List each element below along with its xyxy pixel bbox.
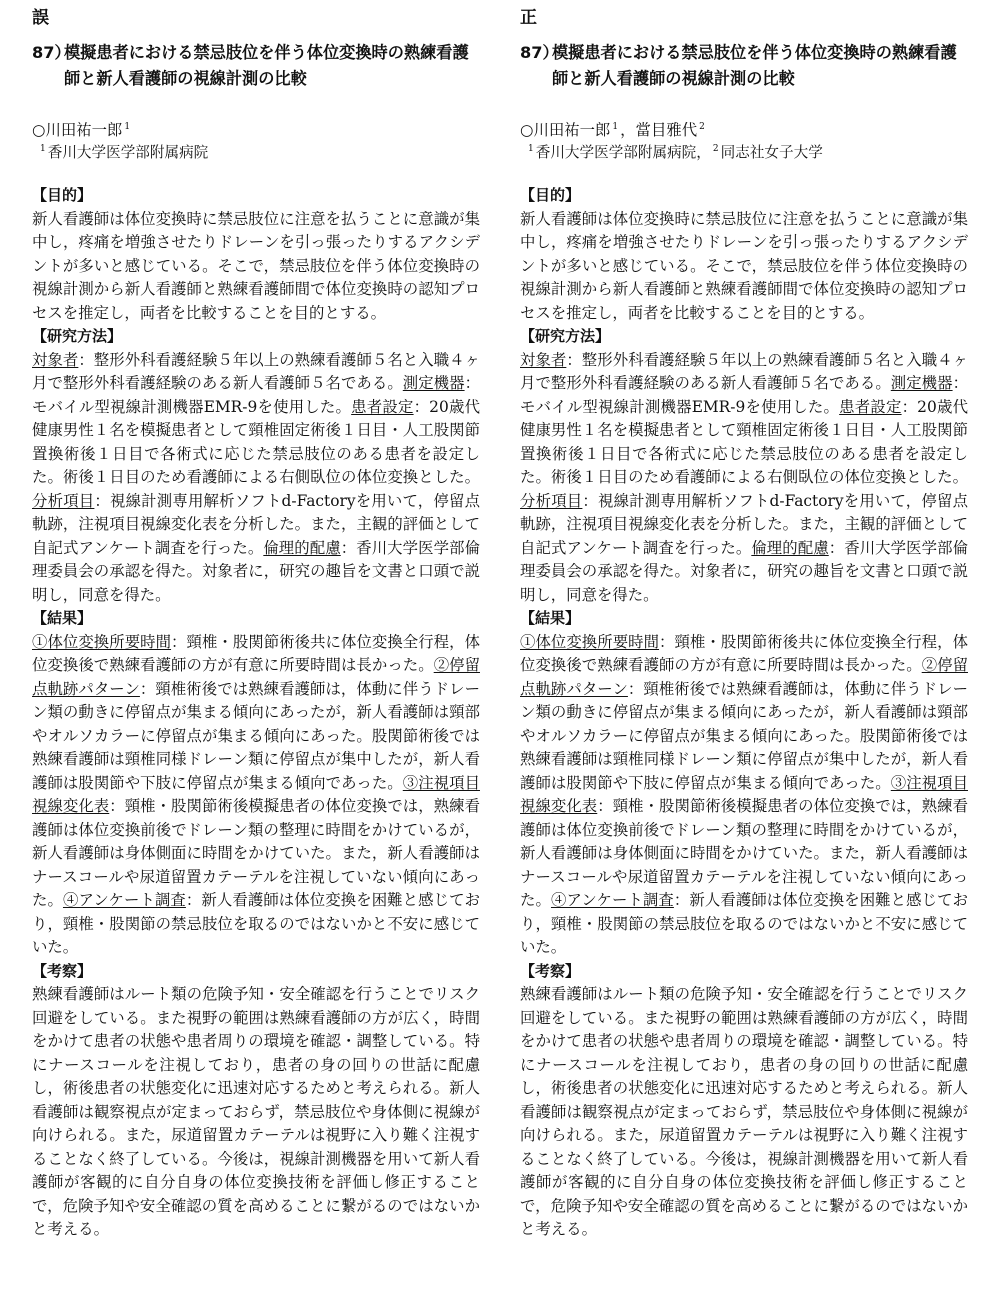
- discussion-heading: 【考察】: [520, 961, 581, 980]
- subjects-label: 対象者: [520, 350, 567, 369]
- results-heading: 【結果】: [32, 609, 93, 627]
- device-label: 測定機器: [890, 374, 953, 392]
- patient-label: 患者設定: [839, 397, 902, 416]
- result-4-text: ：新人看護師は体位変換を困難と感じており，頸椎・股関節の禁忌肢位を取るのではないかと不安に感じていた。: [32, 891, 480, 956]
- device-label: 測定機器: [402, 374, 465, 392]
- affiliations: [520, 138, 968, 168]
- analysis-label: 分析項目: [32, 491, 95, 510]
- affiliation-sup: 2: [712, 144, 719, 154]
- column-label: 正: [520, 8, 537, 28]
- result-2-text: ：頸椎術後では熟練看護師は，体動に伴うドレーン類の動きに停留点が集まる傾向にあったが，新人看護師は頸部やオルソカラーに停留点が集まる傾向にあった。股関節術後では熟練看護師は頸椎同様ドレーン類に停留点が集中したが，新人看護師は股関節や下肢に停留点が集まる傾向であった。: [520, 679, 968, 792]
- analysis-text: ：視線計測専用解析ソフトd-Factoryを用いて，停留点軌跡，注視項目視線変化表を分析した。また，主観的評価として自記式アンケート調査を行った。: [520, 491, 968, 557]
- methods-text: [32, 349, 480, 608]
- subjects-label: 対象者: [32, 350, 79, 369]
- author-sup: 1: [612, 122, 619, 132]
- ethics-label: 倫理的配慮: [263, 538, 341, 557]
- analysis-label: 分析項目: [520, 491, 583, 510]
- title-number: 87）: [520, 43, 559, 62]
- title-number: 87）: [32, 43, 71, 62]
- author-sup: 2: [699, 122, 705, 132]
- purpose-heading: 【目的】: [520, 186, 581, 204]
- abstract-title: [520, 40, 968, 92]
- result-2-label: ②停留点軌跡パターン: [520, 656, 968, 698]
- results-heading: 【結果】: [520, 609, 581, 627]
- author-prefix: ○: [32, 121, 46, 139]
- patient-text: ：20歳代健康男性１名を模擬患者として頸椎固定術後１日目・人工股関節置換術後１日目で各術式に応じた禁忌肢位のある患者を設定した。術後１日目のため看護師による右側臥位の体位変換とした。: [32, 397, 480, 486]
- result-2-text: ：頸椎術後では熟練看護師は，体動に伴うドレーン類の動きに停留点が集まる傾向にあったが，新人看護師は頸部やオルソカラーに停留点が集まる傾向にあった。股関節術後では熟練看護師は頸椎同様ドレーン類に停留点が集中したが，新人看護師は股関節や下肢に停留点が集まる傾向であった。: [32, 679, 480, 792]
- results-text: [520, 631, 968, 960]
- purpose-heading: 【目的】: [32, 186, 93, 204]
- abstract-body: [32, 184, 480, 1242]
- ethics-label: 倫理的配慮: [751, 538, 829, 557]
- discussion-heading: 【考察】: [32, 961, 93, 980]
- patient-label: 患者設定: [351, 397, 414, 416]
- affiliations: [32, 138, 480, 168]
- results-text: [32, 631, 480, 960]
- result-4-text: ：新人看護師は体位変換を困難と感じており，頸椎・股関節の禁忌肢位を取るのではないかと不安に感じていた。: [520, 891, 968, 956]
- ethics-text: ：香川大学医学部倫理委員会の承認を得た。対象者に，研究の趣旨を文書と口頭で説明し，同意を得た。: [520, 538, 968, 604]
- result-2-label: ②停留点軌跡パターン: [32, 656, 480, 698]
- ethics-text: ：香川大学医学部倫理委員会の承認を得た。対象者に，研究の趣旨を文書と口頭で説明し，同意を得た。: [32, 538, 480, 604]
- affiliation-name: 香川大学医学部附属病院: [535, 144, 697, 161]
- result-4-label: ④アンケート調査: [62, 891, 186, 909]
- affiliation-sup: 1: [528, 144, 534, 154]
- methods-heading: 【研究方法】: [32, 327, 123, 345]
- purpose-text: 新人看護師は体位変換時に禁忌肢位に注意を払うことに意識が集中し，疼痛を増強させたりドレーンを引っ張ったりするアクシデントが多いと感じている。そこで，禁忌肢位を伴う体位変換時の視線計測から新人看護師と熟練看護師間で体位変換時の認知プロセスを推定し，両者を比較することを目的とする。: [520, 209, 968, 322]
- result-1-label: ①体位変換所要時間: [520, 632, 660, 651]
- author-name: 當目雅代: [635, 121, 698, 139]
- authors: [520, 116, 968, 138]
- affiliation-separator: ，: [696, 144, 711, 161]
- title-text: 模擬患者における禁忌肢位を伴う体位変換時の熟練看護師と新人看護師の視線計測の比較: [64, 43, 469, 88]
- result-3-text: ：頸椎・股関節術後模擬患者の体位変換では，熟練看護師は体位変換前後でドレーン類の整理に時間をかけているが，新人看護師は身体側面に時間をかけていた。また，新人看護師はナースコールや尿道留置カテーテルを注視していない傾向にあった。: [520, 797, 968, 909]
- patient-text: ：20歳代健康男性１名を模擬患者として頸椎固定術後１日目・人工股関節置換術後１日目で各術式に応じた禁忌肢位のある患者を設定した。術後１日目のため看護師による右側臥位の体位変換とした。: [520, 397, 968, 486]
- affiliation-sup: 1: [40, 144, 46, 154]
- column-label: 誤: [32, 8, 49, 28]
- subjects-text: ：整形外科看護経験５年以上の熟練看護師５名と入職４ヶ月で整形外科看護経験のある新人看護師５名である。: [520, 350, 968, 392]
- affiliation-name: 同志社女子大学: [720, 144, 823, 161]
- subjects-text: ：整形外科看護経験５年以上の熟練看護師５名と入職４ヶ月で整形外科看護経験のある新人看護師５名である。: [32, 350, 480, 392]
- result-4-label: ④アンケート調査: [550, 891, 674, 909]
- result-1-text: ：頸椎・股関節術後共に体位変換全行程，体位変換後で熟練看護師の方が有意に所要時間は長かった。: [520, 632, 968, 674]
- discussion-text: 熟練看護師はルート類の危険予知・安全確認を行うことでリスク回避をしている。また視野の範囲は熟練看護師の方が広く，時間をかけて患者の状態や患者周りの環境を確認・調整している。特にナースコールを注視しており，患者の身の回りの世話に配慮し，術後患者の状態変化に迅速対応するためと考えられる。新人看護師は観察視点が定まっておらず，禁忌肢位や身体側に視線が向けられる。また，尿道留置カテーテルは視野に入り難く注視することなく終了している。今後は，視線計測機器を用いて新人看護師が客観的に自分自身の体位変換技術を評価し修正することで，危険予知や安全確認の質を高めることに繋がるのではないかと考える。: [32, 985, 480, 1238]
- result-3-label: ③注視項目視線変化表: [520, 773, 968, 815]
- author-prefix: ○: [520, 121, 534, 139]
- column-correct: [520, 6, 968, 1242]
- author-sup: 1: [124, 122, 131, 132]
- device-text: ：モバイル型視線計測機器EMR-9を使用した。: [32, 374, 480, 416]
- result-3-label: ③注視項目視線変化表: [32, 773, 480, 815]
- result-1-text: ：頸椎・股関節術後共に体位変換全行程，体位変換後で熟練看護師の方が有意に所要時間は長かった。: [32, 632, 480, 674]
- abstract-title: [32, 40, 480, 92]
- author-separator: ，: [620, 121, 636, 139]
- author-name: 川田祐一郎: [45, 121, 123, 139]
- title-text: 模擬患者における禁忌肢位を伴う体位変換時の熟練看護師と新人看護師の視線計測の比較: [552, 43, 957, 88]
- abstract-body: [520, 184, 968, 1242]
- result-3-text: ：頸椎・股関節術後模擬患者の体位変換では，熟練看護師は体位変換前後でドレーン類の整理に時間をかけているが，新人看護師は身体側面に時間をかけていた。また，新人看護師はナースコールや尿道留置カテーテルを注視していない傾向にあった。: [32, 797, 480, 909]
- device-text: ：モバイル型視線計測機器EMR-9を使用した。: [520, 374, 968, 416]
- authors: [32, 116, 480, 138]
- author-name: 川田祐一郎: [533, 121, 611, 139]
- analysis-text: ：視線計測専用解析ソフトd-Factoryを用いて，停留点軌跡，注視項目視線変化表を分析した。また，主観的評価として自記式アンケート調査を行った。: [32, 491, 480, 557]
- discussion-text: 熟練看護師はルート類の危険予知・安全確認を行うことでリスク回避をしている。また視野の範囲は熟練看護師の方が広く，時間をかけて患者の状態や患者周りの環境を確認・調整している。特にナースコールを注視しており，患者の身の回りの世話に配慮し，術後患者の状態変化に迅速対応するためと考えられる。新人看護師は観察視点が定まっておらず，禁忌肢位や身体側に視線が向けられる。また，尿道留置カテーテルは視野に入り難く注視することなく終了している。今後は，視線計測機器を用いて新人看護師が客観的に自分自身の体位変換技術を評価し修正することで，危険予知や安全確認の質を高めることに繋がるのではないかと考える。: [520, 985, 968, 1238]
- column-incorrect: [32, 6, 480, 1242]
- methods-heading: 【研究方法】: [520, 327, 611, 345]
- purpose-text: 新人看護師は体位変換時に禁忌肢位に注意を払うことに意識が集中し，疼痛を増強させたりドレーンを引っ張ったりするアクシデントが多いと感じている。そこで，禁忌肢位を伴う体位変換時の視線計測から新人看護師と熟練看護師間で体位変換時の認知プロセスを推定し，両者を比較することを目的とする。: [32, 209, 480, 322]
- affiliation-name: 香川大学医学部附属病院: [47, 144, 209, 161]
- result-1-label: ①体位変換所要時間: [32, 632, 172, 651]
- methods-text: [520, 349, 968, 608]
